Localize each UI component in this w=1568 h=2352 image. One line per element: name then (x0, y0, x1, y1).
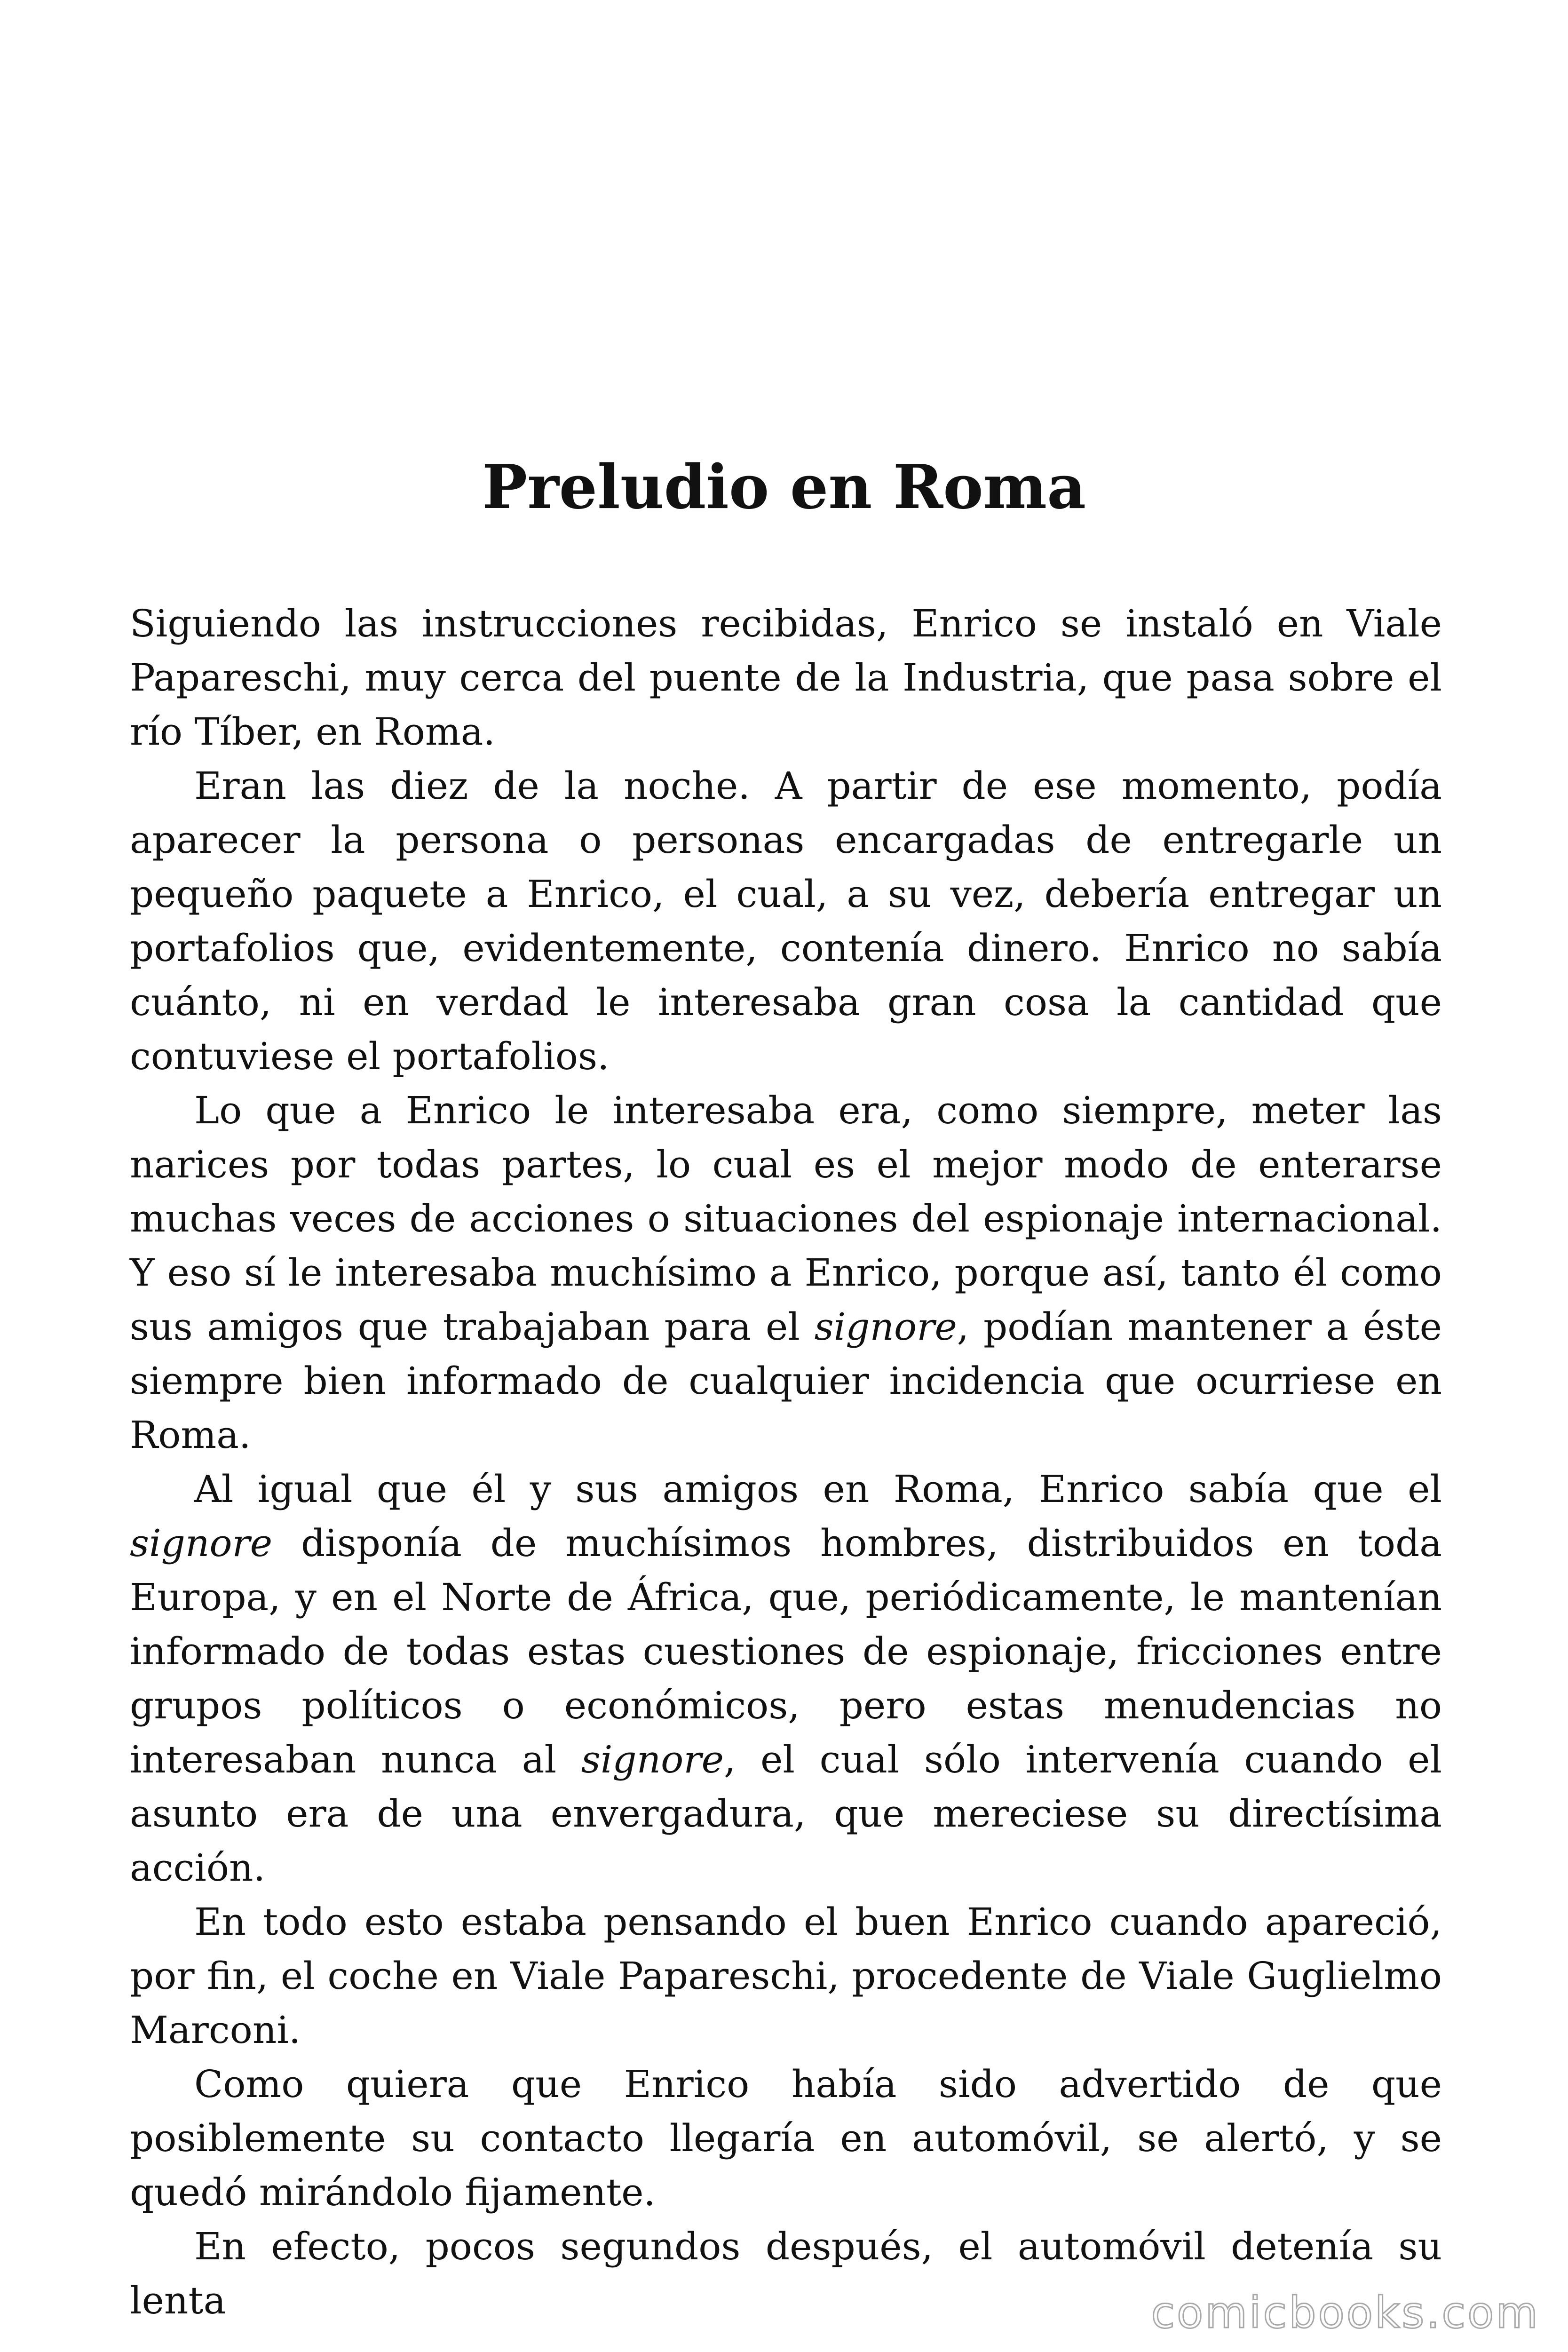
paragraph-3 (130, 1083, 1442, 1462)
paragraph-5 (130, 1895, 1442, 2057)
paragraph-text: Eran las diez de la noche. A partir de ese momento, podía aparecer la persona o personas encargadas de entregarle un pequeño paquete a Enrico, el cual, a su vez, debería entregar un portafolios que, evidentemente, contenía dinero. Enrico no sabía cuánto, ni en verdad le interesaba gran cosa la cantidad que contuviese el portafolios. (130, 764, 1442, 1078)
paragraph-text: Como quiera que Enrico había sido advertido de que posiblemente su contacto llegaría en automóvil, se alertó, y se quedó mirándolo fijamente. (130, 2062, 1442, 2214)
watermark-logo: comicbooks.com (1151, 2288, 1540, 2338)
paragraph-text: En efecto, pocos segundos después, el automóvil detenía su lenta (130, 2225, 1442, 2322)
paragraph-text: , el cual sólo intervenía cuando el asunto era de una envergadura, que mereciese su directísima acción. (130, 1738, 1442, 1890)
paragraph-text: Siguiendo las instrucciones recibidas, Enrico se instaló en Viale Papareschi, muy cerca del puente de la Industria, que pasa sobre el río Tíber, en Roma. (130, 602, 1442, 754)
chapter-title: Preludio en Roma (482, 452, 1086, 523)
italic-word: signore (814, 1305, 957, 1349)
paragraph-text: , podían mantener a éste siempre bien informado de cualquier incidencia que ocurriese en Roma. (130, 1305, 1442, 1457)
paragraph-text: En todo esto estaba pensando el buen Enrico cuando apareció, por fin, el coche en Viale Papareschi, procedente de Viale Guglielmo Marconi. (130, 1900, 1442, 2052)
paragraph-2 (130, 759, 1442, 1083)
paragraph-text: disponía de muchísimos hombres, distribuidos en toda Europa, y en el Norte de África, que, periódicamente, le mantenían informado de todas estas cuestiones de espionaje, fricciones entre grupos políticos o económicos, pero estas menudencias no interesaban nunca al (130, 1521, 1442, 1781)
italic-word: signore (581, 1738, 724, 1781)
italic-word: signore (130, 1521, 273, 1565)
paragraph-text: Al igual que él y sus amigos en Roma, Enrico sabía que el (194, 1467, 1442, 1511)
paragraph-6 (130, 2057, 1442, 2219)
paragraph-1 (130, 596, 1442, 759)
chapter-body (130, 596, 1442, 2328)
paragraph-text: Lo que a Enrico le interesaba era, como siempre, meter las narices por todas partes, lo cual es el mejor modo de enterarse muchas veces de acciones o situaciones del espionaje internacional. Y eso sí le interesaba muchísimo a Enrico, porque así, tanto él como sus amigos que trabajaban para el (130, 1089, 1442, 1349)
paragraph-4 (130, 1462, 1442, 1895)
